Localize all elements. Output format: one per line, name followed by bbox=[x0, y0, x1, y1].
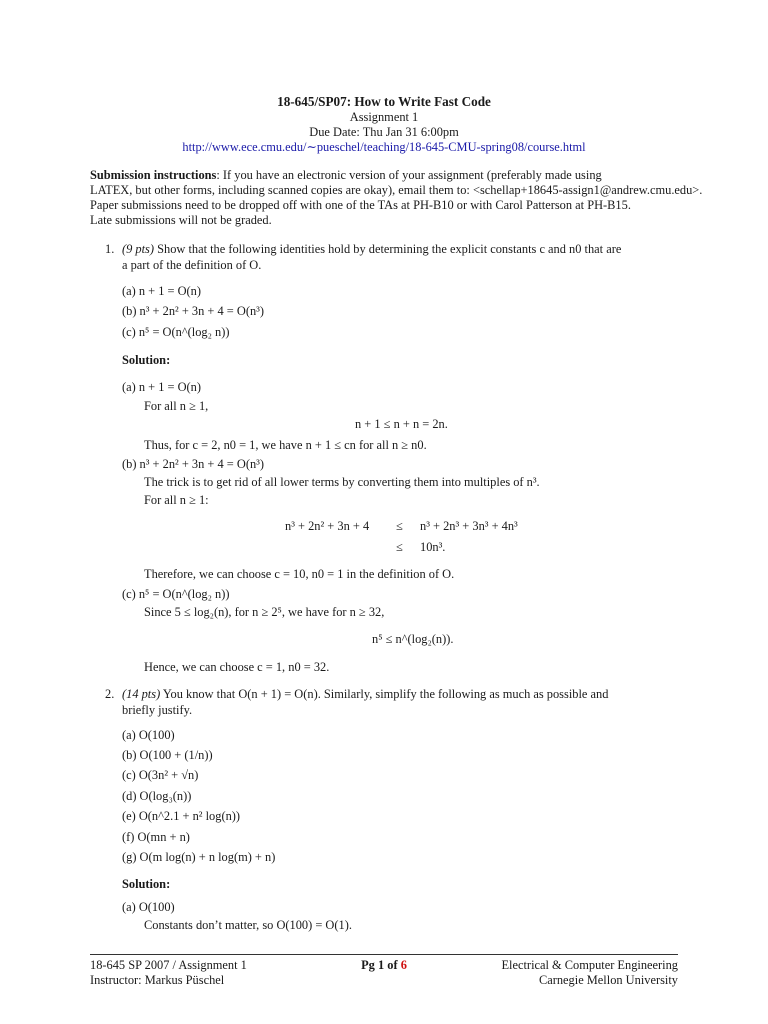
q2-points: (14 pts) bbox=[122, 687, 161, 701]
q1-sol-c-equation: n⁵ ≤ n^(log₂(n)). bbox=[372, 632, 454, 646]
q1-sol-b-eq-rel-2: ≤ bbox=[396, 540, 403, 554]
q1-points: (9 pts) bbox=[122, 242, 155, 256]
q2-sol-a-head: (a) O(100) bbox=[122, 900, 175, 914]
q2-number: 2. bbox=[105, 687, 115, 701]
q1-sol-b-line-2: For all n ≥ 1: bbox=[144, 493, 209, 507]
q2-item-f: (f) O(mn + n) bbox=[122, 830, 190, 844]
q2-item-b: (b) O(100 + (1/n)) bbox=[122, 748, 213, 762]
q1-sol-b-eq-rel-1: ≤ bbox=[396, 519, 403, 533]
footer-department: Electrical & Computer Engineering bbox=[501, 958, 678, 972]
assignment-number: Assignment 1 bbox=[349, 110, 419, 124]
q1-item-c: (c) n⁵ = O(n^(log₂ n)) bbox=[122, 325, 230, 339]
q1-sol-b-head: (b) n³ + 2n² + 3n + 4 = O(n³) bbox=[122, 457, 264, 471]
due-date: Due Date: Thu Jan 31 6:00pm bbox=[309, 125, 459, 139]
q1-prompt-1 bbox=[122, 242, 621, 257]
q1-item-a: (a) n + 1 = O(n) bbox=[122, 284, 202, 298]
submission-paragraph bbox=[90, 168, 602, 183]
q1-sol-b-eq-lhs: n³ + 2n² + 3n + 4 bbox=[285, 519, 370, 533]
course-url-link[interactable]: http://www.ece.cmu.edu/∼pueschel/teaching/18-645-CMU-spring08/course.html bbox=[182, 140, 586, 154]
q1-sol-a-equation: n + 1 ≤ n + n = 2n. bbox=[355, 417, 448, 431]
q2-item-d: (d) O(log₃(n)) bbox=[122, 789, 192, 803]
q1-solution-label: Solution: bbox=[122, 353, 171, 367]
q1-sol-b-eq-rhs-2: 10n³. bbox=[420, 540, 446, 554]
q1-sol-a-line-1: For all n ≥ 1, bbox=[144, 399, 209, 413]
q1-text-2: a part of the definition of O. bbox=[122, 258, 262, 272]
q1-sol-c-line-1: Since 5 ≤ log₂(n), for n ≥ 2⁵, we have for n ≥ 32, bbox=[144, 605, 385, 619]
submission-label: Submission instructions bbox=[90, 168, 217, 182]
submission-text-4: Late submissions will not be graded. bbox=[90, 213, 272, 227]
q1-sol-b-line-1: The trick is to get rid of all lower terms by converting them into multiples of n³. bbox=[144, 475, 540, 489]
q2-item-g: (g) O(m log(n) + n log(m) + n) bbox=[122, 850, 276, 864]
q1-sol-a-head: (a) n + 1 = O(n) bbox=[122, 380, 202, 394]
q2-text-1: You know that O(n + 1) = O(n). Similarly, simplify the following as much as possible and bbox=[160, 687, 609, 701]
page-total: 6 bbox=[400, 958, 407, 972]
submission-text-1: : If you have an electronic version of your assignment (preferably made using bbox=[216, 168, 602, 182]
q2-sol-a-line-1: Constants don’t matter, so O(100) = O(1). bbox=[144, 918, 352, 932]
q1-item-b: (b) n³ + 2n² + 3n + 4 = O(n³) bbox=[122, 304, 264, 318]
q2-item-e: (e) O(n^2.1 + n² log(n)) bbox=[122, 809, 241, 823]
q2-text-2: briefly justify. bbox=[122, 703, 193, 717]
submission-text-2: LATEX, but other forms, including scanned copies are okay), email them to: <schellap+18645-assign1@andrew.cmu.edu>. bbox=[90, 183, 703, 197]
q1-sol-a-line-2: Thus, for c = 2, n0 = 1, we have n + 1 ≤ cn for all n ≥ n0. bbox=[144, 438, 427, 452]
footer-instructor: Instructor: Markus Püschel bbox=[90, 973, 225, 987]
q2-prompt-1 bbox=[122, 687, 608, 702]
q2-item-a: (a) O(100) bbox=[122, 728, 175, 742]
q2-solution-label: Solution: bbox=[122, 877, 171, 891]
document-title: 18-645/SP07: How to Write Fast Code bbox=[277, 94, 491, 109]
footer-course: 18-645 SP 2007 / Assignment 1 bbox=[90, 958, 247, 972]
footer-university: Carnegie Mellon University bbox=[538, 973, 678, 987]
q1-sol-c-line-2: Hence, we can choose c = 1, n0 = 32. bbox=[144, 660, 330, 674]
q1-sol-c-head: (c) n⁵ = O(n^(log₂ n)) bbox=[122, 587, 230, 601]
page-indicator-prefix: Pg 1 of bbox=[361, 958, 401, 972]
q2-item-c: (c) O(3n² + √n) bbox=[122, 768, 199, 782]
q1-number: 1. bbox=[105, 242, 115, 256]
q1-sol-b-line-3: Therefore, we can choose c = 10, n0 = 1 in the definition of O. bbox=[144, 567, 455, 581]
submission-text-3: Paper submissions need to be dropped off with one of the TAs at PH-B10 or with Carol Patterson at PH-B15. bbox=[90, 198, 631, 212]
footer-divider bbox=[90, 954, 678, 955]
q1-sol-b-eq-rhs-1: n³ + 2n³ + 3n³ + 4n³ bbox=[420, 519, 518, 533]
q1-text-1: Show that the following identities hold by determining the explicit constants c and n0 that are bbox=[154, 242, 622, 256]
